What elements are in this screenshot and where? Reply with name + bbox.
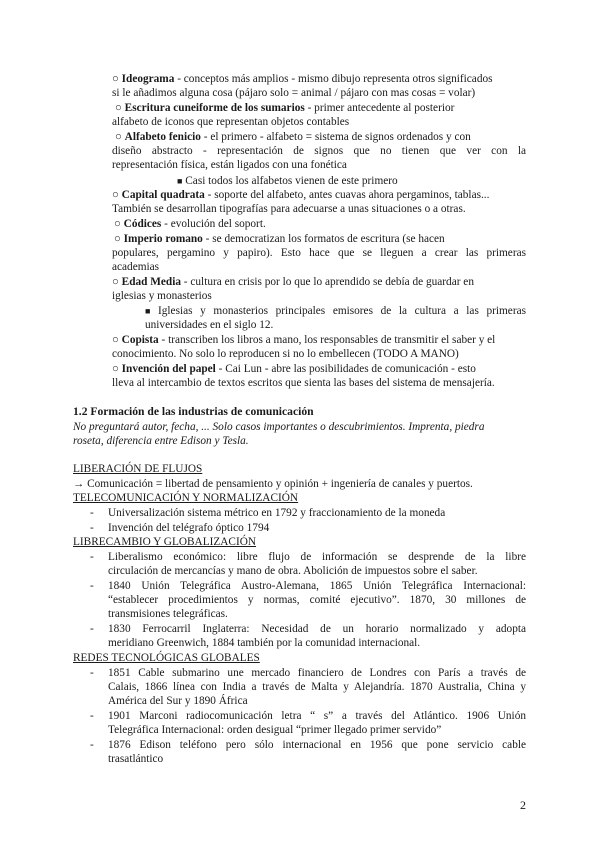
dash-bullet-icon: -: [90, 551, 94, 563]
circle-bullet-icon: ○: [112, 73, 119, 85]
list-item: transmisiones telegráficas.: [108, 608, 228, 620]
list-item-ideograma: ○ Ideograma - conceptos más amplios - mismo dibujo representa otros significados: [112, 73, 493, 85]
list-item-papel: ○ Invención del papel - Cai Lun - abre las posibilidades de comunicación - esto: [112, 363, 476, 375]
subsection-title: TELECOMUNICACIÓN Y NORMALIZACIÓN: [73, 492, 299, 504]
list-item-text: academias: [112, 261, 160, 273]
list-item: Liberalismo económico: libre flujo de información se desprende de la libre: [108, 551, 526, 563]
arrow-line: → Comunicación = libertad de pensamiento y opinión + ingeniería de canales y puertos.: [73, 478, 473, 490]
list-item: Invención del telégrafo óptico 1794: [108, 522, 270, 534]
square-bullet-icon: ■: [177, 176, 183, 186]
sub-item-fenicio: ■ Casi todos los alfabetos vienen de este primero: [177, 175, 398, 187]
circle-bullet-icon: ○: [112, 276, 119, 288]
subsection-title: LIBERACIÓN DE FLUJOS: [73, 463, 203, 475]
list-item: Calais, 1866 línea con India a través de Malta y Alejandría. 1870 Australia, China y: [108, 681, 526, 693]
list-item-imperio: ○ Imperio romano - se democratizan los formatos de escritura (se hacen: [114, 233, 445, 245]
list-item-text: representación física, están ligados con una fonética: [112, 159, 347, 171]
circle-bullet-icon: ○: [112, 334, 119, 346]
list-item-text: universidades en el siglo 12.: [145, 319, 274, 331]
subsection-title: REDES TECNOLÓGICAS GLOBALES: [73, 652, 260, 664]
list-item: 1876 Edison teléfono pero sólo internacional en 1956 que pone servicio cable: [108, 739, 526, 751]
sub-item-edad-media: [145, 304, 150, 318]
list-item-text: Iglesias y monasterios principales emisores de la cultura a las primeras: [158, 305, 526, 317]
subsection-title: LIBRECAMBIO Y GLOBALIZACIÓN: [73, 536, 257, 548]
list-item: meridiano Greenwich, 1884 también por la comunidad internacional.: [108, 637, 421, 649]
list-item: Universalización sistema métrico en 1792 y fraccionamiento de la moneda: [108, 507, 446, 519]
list-item-text: alfabeto de iconos que representan objetos contables: [112, 116, 350, 128]
list-item-codices: ○ Códices - evolución del soport.: [114, 218, 266, 230]
dash-bullet-icon: -: [90, 522, 94, 534]
list-item: 1901 Marconi radiocomunicación letra “ s” a través del Atlántico. 1906 Unión: [108, 710, 526, 722]
list-item: América del Sur y 1890 África: [108, 695, 248, 707]
list-item-text: populares, pergamino y papiro). Esto hace que se lleguen a crear las primeras: [112, 247, 526, 259]
dash-bullet-icon: -: [90, 739, 94, 751]
list-item-text: si le añadimos alguna cosa (pájaro solo = animal / pájaro con mas cosas = volar): [112, 87, 476, 99]
circle-bullet-icon: ○: [114, 233, 121, 245]
section-heading: 1.2 Formación de las industrias de comunicación: [73, 405, 314, 418]
list-item-text: conocimiento. No solo lo reproducen si no lo embellecen (TODO A MANO): [112, 348, 459, 360]
list-item: 1840 Unión Telegráfica Austro-Alemana, 1865 Unión Telegráfica Internacional:: [108, 580, 526, 592]
square-bullet-icon: ■: [145, 306, 151, 316]
list-item-edad-media: ○ Edad Media - cultura en crisis por lo que lo aprendido se debía de guardar en: [112, 276, 474, 288]
list-item: circulación de mercancías y mano de obra. Abolición de impuestos sobre el saber.: [108, 565, 478, 577]
circle-bullet-icon: ○: [114, 218, 121, 230]
circle-bullet-icon: ○: [115, 102, 122, 114]
list-item-cuneiforme: ○ Escritura cuneiforme de los sumarios - primer antecedente al posterior: [115, 102, 455, 114]
circle-bullet-icon: ○: [112, 363, 119, 375]
list-item: trasatlántico: [108, 753, 164, 765]
list-item-text: diseño abstracto - representación de signos que no tienen que ver con la: [112, 145, 526, 157]
list-item: Telegráfica Internacional: orden desigual “primer llegado primer servido”: [108, 724, 442, 736]
list-item-capital: ○ Capital quadrata - soporte del alfabeto, antes cuavas ahora pergaminos, tablas...: [112, 189, 490, 201]
dash-bullet-icon: -: [90, 507, 94, 519]
list-item-text: También se desarrollan tipografías para adecuarse a unas situaciones o a otras.: [112, 203, 466, 215]
dash-bullet-icon: -: [90, 710, 94, 722]
section-note: No preguntará autor, fecha, ... Solo casos importantes o descubrimientos. Imprenta, piedra: [73, 421, 485, 433]
list-item: 1851 Cable submarino une mercado financiero de Londres con París a través de: [108, 667, 526, 679]
dash-bullet-icon: -: [90, 667, 94, 679]
circle-bullet-icon: ○: [112, 189, 119, 201]
section-note: roseta, diferencia entre Edison y Tesla.: [73, 435, 249, 447]
dash-bullet-icon: -: [90, 623, 94, 635]
list-item-text: iglesias y monasterios: [112, 290, 212, 302]
list-item: 1830 Ferrocarril Inglaterra: Necesidad de un horario normalizado y adopta: [108, 623, 526, 635]
list-item-copista: ○ Copista - transcriben los libros a mano, los responsables de transmitir el saber y el: [112, 334, 496, 346]
list-item: “establecer procedimientos y normas, comité ejecutivo”. 1870, 30 millones de: [108, 594, 526, 606]
page-number: 2: [520, 798, 526, 812]
circle-bullet-icon: ○: [115, 131, 122, 143]
list-item-text: lleva al intercambio de textos escritos que sienta las bases del sistema de mensajería.: [112, 377, 495, 389]
dash-bullet-icon: -: [90, 580, 94, 592]
list-item-fenicio: ○ Alfabeto fenicio - el primero - alfabeto = sistema de signos ordenados y con: [115, 131, 471, 143]
